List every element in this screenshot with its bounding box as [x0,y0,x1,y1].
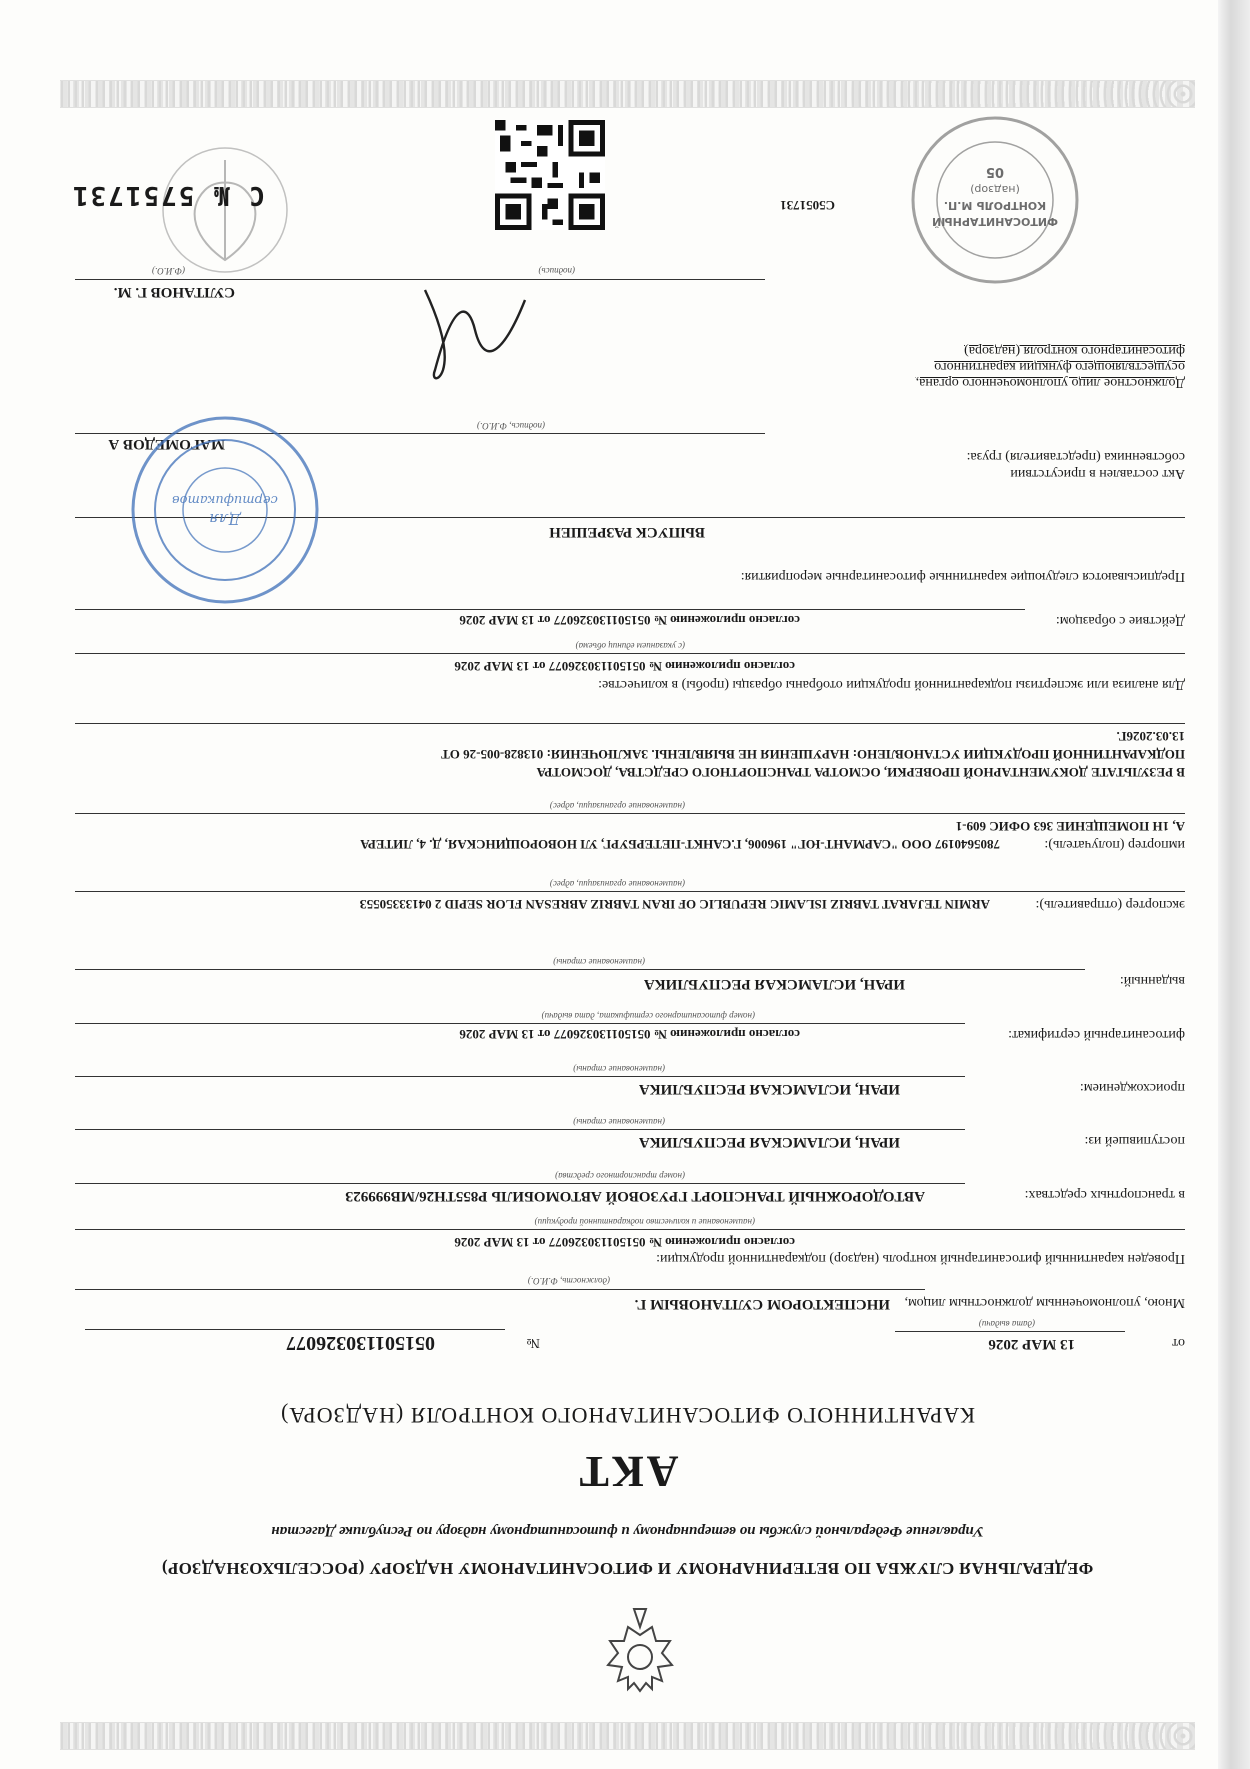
bottom-ornament-band [60,80,1195,108]
date-underline [895,1331,1125,1332]
importer-label: импортер (получатель): [1044,837,1185,852]
issued-hint: (наименование страны) [553,957,645,967]
importer-value-line2: А, 1Н ПОМЕЩЕНИЕ 363 ОФИС 609-1 [955,819,1185,834]
exporter-value: ARMIN TEJARAT TABRIZ ISLAMIC REPUBLIC OF IRAN TABRIZ ABRESAN FLOR SEPID 2 0413335055З [359,897,990,912]
act-number: 0515011303260​77 [286,1332,435,1354]
certificate-underline [75,1023,965,1024]
inspector-underline [75,1289,925,1290]
organization-stamp [125,410,325,610]
date-from-label: от [1172,1335,1185,1350]
svg-text:сертификатов: сертификатов [172,492,278,507]
importer-value-line1: 7805640197 ООО "САРМАНТ-ЮГ" 196006, Г.САНКТ-ПЕТЕРБУРГ, УЛ НОВОРОЩИНСКАЯ, Д. 4, ЛИТЕРА [360,837,1000,852]
official-label: Должностное лицо уполномоченного органа, осуществляющего функции карантинного фитосанитарного контроля (надзора) [915,343,1185,390]
conducted-label: Проведен карантинный фитосанитарный контроль (надзор) подкарантинной продукции: [656,1251,1185,1266]
action-value: согласно приложению № 0515011303260​77 от 13 МАР 2026 [459,613,800,628]
act-subtitle: КАРАНТИННОГО ФИТОСАНИТАРНОГО КОНТРОЛЯ (НАДЗОРА) [280,1403,975,1428]
agency-name: ФЕДЕРАЛЬНАЯ СЛУЖБА ПО ВЕТЕРИНАРНОМУ И ФИТОСАНИТАРНОМУ НАДЗОРУ (РОССЕЛЬХОЗНАДЗОР) [161,1559,1094,1578]
origin-value: ИРАН, ИСЛАМСКАЯ РЕСПУБЛИКА [638,1081,900,1097]
issued-value: ИРАН, ИСЛАМСКАЯ РЕСПУБЛИКА [643,976,905,992]
svg-text:(надзор): (надзор) [970,183,1020,196]
act-title: АКТ [576,1447,679,1496]
presence-label: Акт составлен в присутствии собственника (представителя) груза: [966,449,1185,481]
samples-value: согласно приложению № 0515011303260​77 от 13 МАР 2026 [454,659,795,674]
issue-date: 13 МАР 2026 [988,1336,1075,1352]
result-line2: ПОДКАРАНТИННОЙ ПРОДУКЦИИ УСТАНОВЛЕНО: НАРУШЕНИЯ НЕ ВЫЯВЛЕНЫ. ЗАКЛЮЧЕНИЯ: 013828-005-26 ОТ [441,747,1185,762]
form-serial-number: С № 5751731 [70,180,265,210]
official-hint-name: (Ф.И.О.) [152,266,185,276]
from-country-underline [75,1129,965,1130]
official-hint-signature: (подпись) [538,266,575,276]
number-underline [85,1329,505,1330]
importer-hint: (наименование организации, адрес) [549,801,685,811]
product-value: согласно приложению № 0515011303260​77 от 13 МАР 2026 [454,1235,795,1250]
fitosanitary-control-stamp [905,110,1085,290]
owner-rep-hint: (подпись, Ф.И.О.) [476,421,545,431]
result-line3: 13.03.2026Г. [1116,729,1185,744]
samples-label: Для анализа или экспертизы подкарантинной продукции отобраны образцы (пробы) в количестве: [598,677,1185,692]
document-sheet [30,40,1225,1750]
svg-text:КОНТРОЛЬ М.П.: КОНТРОЛЬ М.П. [943,199,1047,212]
action-label: Действие с образцом: [1055,613,1185,628]
transport-hint: (номер транспортного средства) [555,1171,685,1181]
origin-underline [75,1076,965,1077]
from-country-value: ИРАН, ИСЛАМСКАЯ РЕСПУБЛИКА [638,1134,900,1150]
issued-label: выданный: [1119,973,1185,988]
product-underline [75,1229,1185,1230]
svg-text:Для: Для [209,510,241,528]
coat-of-arms-icon [600,1601,680,1697]
transport-value: АВТОДОРОЖНЫЙ ТРАНСПОРТ ГРУЗОВОЙ АВТОМОБИЛЬ P855TH26/MB99992З [345,1188,925,1204]
exporter-underline [75,891,1185,892]
samples-underline [75,653,1185,654]
inspector-name: ИНСПЕКТОРОМ СУЛТАНОВЫМ Г. [634,1296,890,1312]
origin-label: происхождением: [1079,1080,1185,1095]
samples-hint: (с указанием единиц объема) [575,641,685,651]
top-ornament-band [60,1722,1195,1750]
official-name: СУЛТАНОВ Г. М. [113,284,235,300]
measures-label: Предписываются следующие карантинные фитосанитарные мероприятия: [740,569,1185,584]
svg-text:05: 05 [985,164,1005,179]
transport-label: в транспортных средствах: [1024,1187,1185,1202]
certificate-label: фитосанитарный сертификат: [1008,1027,1185,1042]
importer-underline [75,813,1185,814]
inspector-hint: (должность, Ф.И.О.) [527,1276,610,1286]
svg-text:ФИТОСАНИТАРНЫЙ: ФИТОСАНИТАРНЫЙ [932,215,1058,228]
handwritten-signature [415,280,535,390]
result-line1: В РЕЗУЛЬТАТЕ ДОКУМЕНТАРНОЙ ПРОВЕРКИ, ОСМОТРА ТРАНСПОРТНОГО СРЕДСТВА, ДОСМОТРА [536,765,1185,780]
result-underline [75,723,1185,724]
origin-hint: (наименование страны) [573,1064,665,1074]
inspector-label: Мною, уполномоченным должностным лицом, [904,1295,1185,1310]
transport-underline [75,1183,965,1184]
number-label: № [526,1335,540,1350]
from-country-label: поступившей из: [1084,1133,1185,1148]
certificate-value: согласно приложению № 0515011303260​77 от 13 МАР 2026 [459,1027,800,1042]
exporter-hint: (наименование организации, адрес) [549,879,685,889]
measures-value: ВЫПУСК РАЗРЕШЕН [549,524,705,540]
qr-code [495,120,605,230]
certificate-hint: (номер фитосанитарного сертификата, дата выдачи) [541,1011,755,1021]
owner-rep-name: МАГОМЕДОВ А [108,436,225,452]
product-hint: (наименование и количество подкарантинной продукции) [534,1217,755,1227]
issued-underline [75,969,1085,970]
small-serial-number: С5051731 [780,198,835,213]
exporter-label: экспортер (отправитель): [1035,897,1185,912]
department-name: Управление Федеральной службы по ветеринарному и фитосанитарному надзору по Республике Дагестан [271,1523,984,1539]
date-hint: (дата выдачи) [978,1319,1035,1329]
leaf-watermark-icon [155,140,295,280]
from-country-hint: (наименование страны) [573,1117,665,1127]
